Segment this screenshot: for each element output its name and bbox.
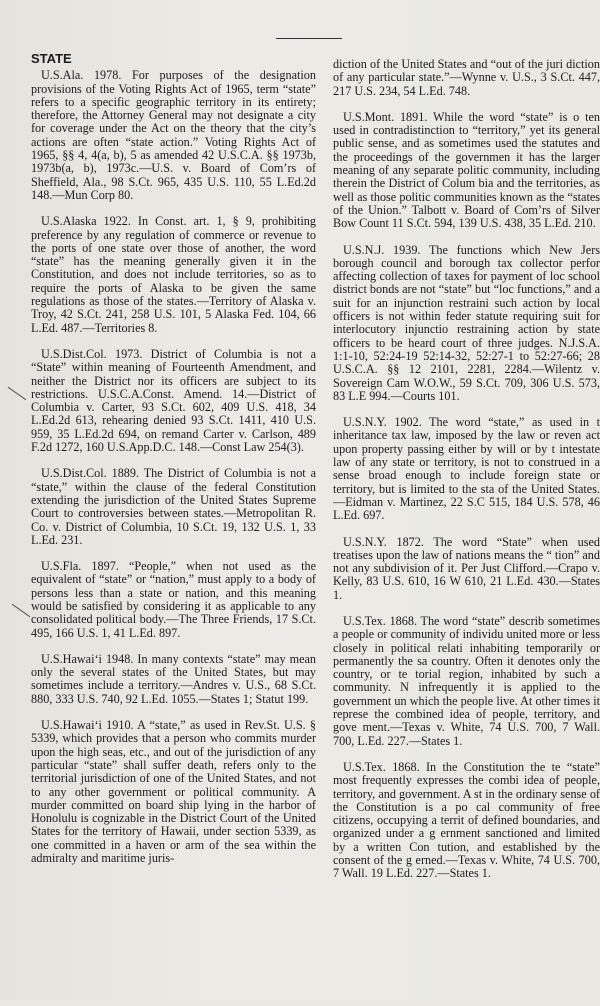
entry-us-tex-1868-b: U.S.Tex. 1868. In the Constitution the te “state” most frequently expresses the combi idea of people, territory, and government. A st in the ordinary sense of the Constitution is a po cal community of free citizens, occupying a territ of defined boundaries, and organized under a g ernment sanctioned and limited by a written Con tution, and established by the consent of the g erned.—Texas v. White, 74 U.S. 700, 7 Wall. 19 L.Ed. 227.—States 1. [333, 759, 600, 881]
top-rule [276, 38, 342, 39]
left-column [31, 52, 316, 1000]
entry-us-fla-1897: U.S.Fla. 1897. “People,” when not used as the equivalent of “state” or “nation,” must apply to a body of persons less than a state or nation, and this meaning would be satisfied by considering it as applicable to any consolidated political body.—The Three Friends, 17 S.Ct. 495, 166 U.S. 1, 41 L.Ed. 897. [31, 559, 316, 640]
entry-us-alaska-1922: U.S.Alaska 1922. In Const. art. 1, § 9, prohibiting preference by any regulation of commerce or revenue to the ports of one state over those of another, the word “state” has the meaning generally given it in the Constitution, and does not include territories, so as to require the ports of Alaska to be given the same regulations as those of the states.—Territory of Alaska v. Troy, 42 S.Ct. 241, 258 U.S. 101, 5 Alaska Fed. 104, 66 L.Ed. 487.—Territories 8. [31, 214, 316, 335]
entry-us-mont-1891: U.S.Mont. 1891. While the word “state” is o ten used in contradistinction to “territory,” yet its general public sense, and as sometimes used the statutes and the proceedings of the governmen it has the larger meaning of any separate politic community, including therein the District of Colum bia and the territories, as well as those politic communities known as the “states of the Union.” Talbott v. Board of Com’rs of Silver Bow Count 11 S.Ct. 594, 139 U.S. 438, 35 L.Ed. 210. [333, 109, 600, 231]
entry-us-tex-1868-a: U.S.Tex. 1868. The word “state” describ sometimes a people or community of individu united more or less closely in political relati inhabiting temporarily or permanently the sa country. Often it denotes only the country, or te torial region, inhabited by such a community. N infrequently it is applied to the government un which the people live. At other times it represe the combined idea of people, territory, and gove ment.—Texas v. White, 74 U.S. 700, 7 Wall. 700, L.Ed. 227.—States 1. [333, 613, 600, 748]
entry-continuation: diction of the United States and “out of the juri diction of any particular state.”—Wynne v. U.S., 3 S.Ct. 447, 217 U.S. 234, 54 L.Ed. 748. [333, 58, 600, 98]
entry-us-ny-1902: U.S.N.Y. 1902. The word “state,” as used in t inheritance tax law, imposed by the law or reven act upon property passing either by will or by t intestate law of any state or territory, is not to construed in a sense broad enough to include foreign state or territory, but is limited to the sta of the United States.—Eidman v. Martinez, 22 S.C 515, 184 U.S. 578, 46 L.Ed. 697. [333, 415, 600, 523]
margin-mark [12, 604, 31, 617]
entry-us-dist-col-1973: U.S.Dist.Col. 1973. District of Columbia is not a “State” within meaning of Fourteenth Amendment, and neither the District nor its officers are subject to its restrictions. U.S.C.A.Const. Amend. 14.—District of Columbia v. Carter, 93 S.Ct. 602, 409 U.S. 418, 34 L.Ed.2d 613, rehearing denied 93 S.Ct. 1411, 410 U.S. 959, 35 L.Ed.2d 694, on remand Carter v. Carlson, 489 F.2d 1272, 160 U.S.App.D.C. 148.—Const Law 254(3). [31, 346, 316, 455]
section-heading: STATE [31, 52, 72, 66]
entry-us-dist-col-1889: U.S.Dist.Col. 1889. The District of Columbia is not a “state,” within the clause of the federal Constitution extending the jurisdiction of the United States Supreme Court to controversies between states.—Metropolitan R. Co. v. District of Columbia, 10 S.Ct. 19, 132 U.S. 1, 33 L.Ed. 231. [31, 466, 316, 547]
entry-us-hawaii-1948: U.S.Hawai‘i 1948. In many contexts “state” may mean only the several states of the United States, but may sometimes include a territory.—Andres v. U.S., 68 S.Ct. 880, 333 U.S. 740, 92 L.Ed. 1055.—States 1; Statut 199. [31, 651, 316, 706]
entry-us-ny-1872: U.S.N.Y. 1872. The word “State” when used treatises upon the law of nations means the “ tion” and not any subdivision of it. Per Just Clifford.—Crapo v. Kelly, 83 U.S. 610, 16 W 610, 21 L.Ed. 430.—States 1. [333, 534, 600, 602]
right-column [333, 58, 600, 1006]
entry-us-hawaii-1910: U.S.Hawai‘i 1910. A “state,” as used in Rev.St. U.S. § 5339, which provides that a person who commits murder upon the high seas, etc., and out of the jurisdiction of any particular “state” shall suffer death, refers only to the territorial jurisdiction of one of the United States, and not to any other government or political community. A murder committed on board ship lying in the harbor of Honolulu is cognizable in the District Court of the United States for the territory of Hawaii, under section 5339, as one committed in a haven or arm of the sea within the admiralty and maritime juris- [31, 718, 316, 866]
entry-us-nj-1939: U.S.N.J. 1939. The functions which New Jers borough council and borough tax collector perfor affecting collection of taxes for payment of loc school district bonds are not “state” but “loc functions,” and a suit for an injunction restraini such action by local officers is not within feder statute requiring suit for interlocutory injunctio restraining action by state officers to be heard court of three judges. N.J.S.A. 1:1-10, 52:24-19 52:14-32, 52:27-1 to 52:27-66; 28 U.S.C.A. §§ 12 2101, 2281, 2284.—Wilentz v. Sovereign Cam W.O.W., 59 S.Ct. 709, 306 U.S. 573, 83 L.E 994.—Courts 101. [333, 242, 600, 403]
margin-mark [8, 387, 27, 400]
entry-us-ala-1978: U.S.Ala. 1978. For purposes of the designation provisions of the Voting Rights Act of 1965, term “state” refers to a specific geographic territory in its entirety; therefore, the Attorney General may not designate a city for coverage under the Act on the theory that the city’s actions are often “state action.” Voting Rights Act of 1965, §§ 4, 4(a, b), 5 as amended 42 U.S.C.A. §§ 1973b, 1973b(a, b), 1973c.—U.S. v. Board of Com’rs of Sheffield, Ala., 98 S.Ct. 965, 435 U.S. 110, 55 L.Ed.2d 148.—Mun Corp 80. [31, 68, 316, 202]
